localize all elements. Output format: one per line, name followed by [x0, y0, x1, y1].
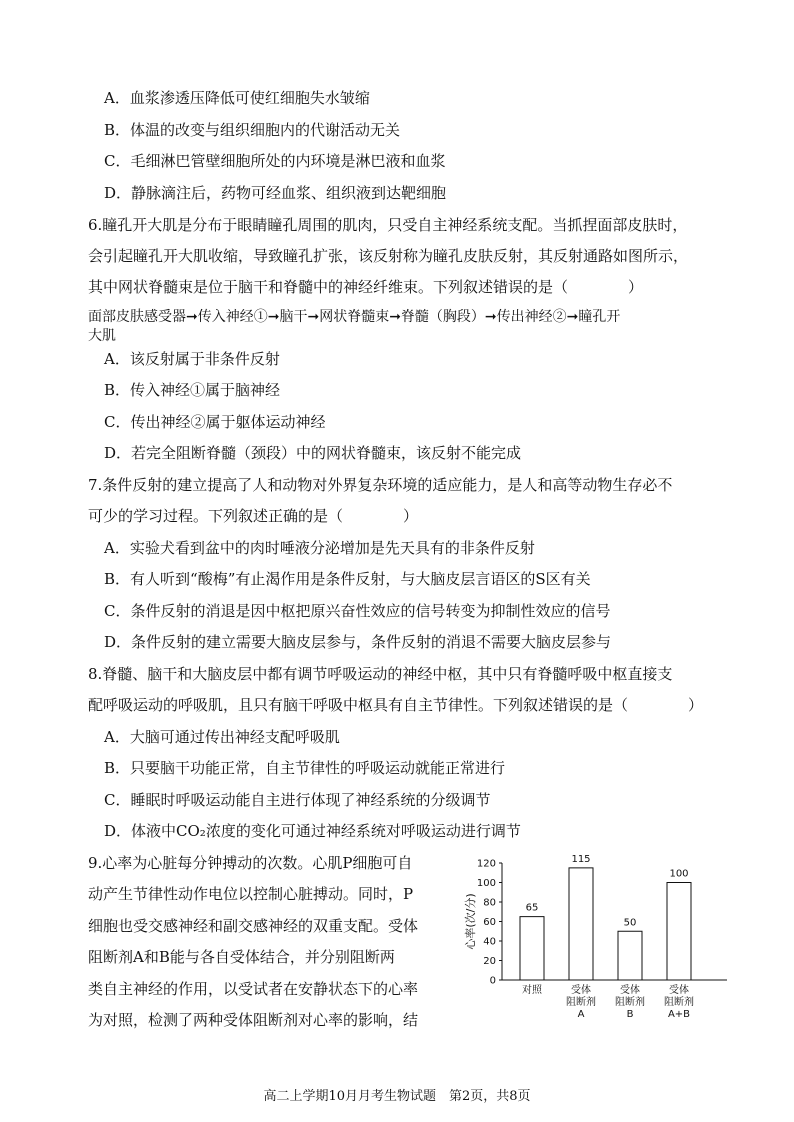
bar	[618, 931, 642, 980]
q9-stem-line: 9.心率为心脏每分钟搏动的次数。心肌P细胞可自	[88, 854, 413, 872]
q8-option-b: B．只要脑干功能正常，自主节律性的呼吸运动就能正常进行	[104, 759, 506, 777]
q8-option-a: A．大脑可通过传出神经支配呼吸肌	[104, 728, 340, 746]
q8-option-c: C．睡眠时呼吸运动能自主进行体现了神经系统的分级调节	[104, 791, 491, 809]
heart-rate-bar-chart	[462, 852, 732, 1032]
y-tick-label: 0	[489, 975, 496, 987]
q9-stem-line: 阻断剂A和B能与各自受体结合，并分别阻断两	[88, 948, 395, 966]
x-category-label: 受体	[571, 985, 591, 996]
bar-value-label: 100	[669, 868, 689, 880]
q5-option-b: B．体温的改变与组织细胞内的代谢活动无关	[104, 121, 401, 139]
bar	[667, 883, 691, 981]
y-tick-label: 100	[476, 878, 496, 889]
q7-option-a: A．实验犬看到盆中的肉时唾液分泌增加是先天具有的非条件反射	[104, 539, 535, 557]
q6-option-b: B．传入神经①属于脑神经	[104, 381, 281, 399]
bar-value-label: 115	[571, 853, 591, 865]
q9-stem-line: 类自主神经的作用，以受试者在安静状态下的心率	[88, 980, 419, 998]
q8-stem-line: 8.脊髓、脑干和大脑皮层中都有调节呼吸运动的神经中枢，其中只有脊髓呼吸中枢直接支	[88, 665, 673, 683]
page-footer: 高二上学期10月月考生物试题 第2页，共8页	[263, 1089, 531, 1104]
y-tick-label: 40	[483, 936, 496, 948]
y-tick-label: 60	[483, 917, 496, 928]
q7-option-c: C．条件反射的消退是因中枢把原兴奋性效应的信号转变为抑制性效应的信号	[104, 602, 611, 620]
bar-value-label: 65	[525, 902, 539, 914]
q6-option-a: A．该反射属于非条件反射	[104, 350, 280, 368]
x-category-label: 受体	[669, 985, 689, 996]
x-category-label: B	[626, 1009, 634, 1020]
q9-stem-line: 为对照，检测了两种受体阻断剂对心率的影响，结	[88, 1011, 419, 1029]
y-tick-label: 80	[483, 897, 496, 909]
q5-option-a: A．血浆渗透压降低可使红细胞失水皱缩	[104, 89, 370, 107]
reflex-pathway-cont: 大肌	[88, 328, 116, 344]
x-category-label: 受体	[620, 985, 640, 996]
q5-option-d: D．静脉滴注后，药物可经血浆、组织液到达靶细胞	[104, 184, 447, 202]
q9-stem-line: 细胞也受交感神经和副交感神经的双重支配。受体	[88, 917, 419, 935]
q6-stem-line: 其中网状脊髓束是位于脑干和脊髓中的神经纤维束。下列叙述错误的是（ ）	[88, 278, 644, 296]
q7-stem-line: 可少的学习过程。下列叙述正确的是（ ）	[88, 507, 419, 525]
q7-stem-line: 7.条件反射的建立提高了人和动物对外界复杂环境的适应能力，是人和高等动物生存必不	[88, 476, 673, 494]
x-category-label: 阻断剂	[664, 997, 694, 1008]
q8-stem-line: 配呼吸运动的呼吸肌，且只有脑干呼吸中枢具有自主节律性。下列叙述错误的是（ ）	[88, 696, 704, 714]
q6-stem-line: 会引起瞳孔开大肌收缩，导致瞳孔扩张，该反射称为瞳孔皮肤反射，其反射通路如图所示，	[88, 247, 689, 265]
y-tick-label: 20	[483, 956, 496, 967]
q6-option-c: C．传出神经②属于躯体运动神经	[104, 413, 326, 431]
x-category-label: 对照	[522, 985, 542, 996]
x-category-label: A+B	[667, 1009, 691, 1020]
bar	[520, 917, 544, 980]
q6-option-d: D．若完全阻断脊髓（颈段）中的网状脊髓束，该反射不能完成	[104, 444, 522, 462]
x-category-label: 阻断剂	[615, 997, 645, 1008]
x-category-label: 阻断剂	[566, 997, 596, 1008]
y-axis-label: 心率(次/分)	[464, 893, 477, 950]
q7-option-d: D．条件反射的建立需要大脑皮层参与，条件反射的消退不需要大脑皮层参与	[104, 633, 612, 651]
q9-stem-line: 动产生节律性动作电位以控制心脏搏动。同时，P	[88, 885, 414, 903]
bar	[569, 868, 593, 980]
reflex-pathway: 面部皮肤感受器➞传入神经①➞脑干➞网状脊髓束➞脊髓（胸段）➞传出神经②➞瞳孔开	[88, 309, 621, 325]
x-category-label: A	[577, 1009, 585, 1020]
q7-option-b: B．有人听到“酸梅”有止渴作用是条件反射，与大脑皮层言语区的S区有关	[104, 570, 591, 588]
bar-value-label: 50	[623, 917, 637, 929]
q8-option-d: D．体液中CO₂浓度的变化可通过神经系统对呼吸运动进行调节	[104, 822, 521, 840]
q6-stem-line: 6.瞳孔开大肌是分布于眼睛瞳孔周围的肌肉，只受自主神经系统支配。当抓捏面部皮肤时，	[88, 216, 688, 234]
y-tick-label: 120	[476, 858, 496, 870]
q5-option-c: C．毛细淋巴管壁细胞所处的内环境是淋巴液和血浆	[104, 152, 446, 170]
